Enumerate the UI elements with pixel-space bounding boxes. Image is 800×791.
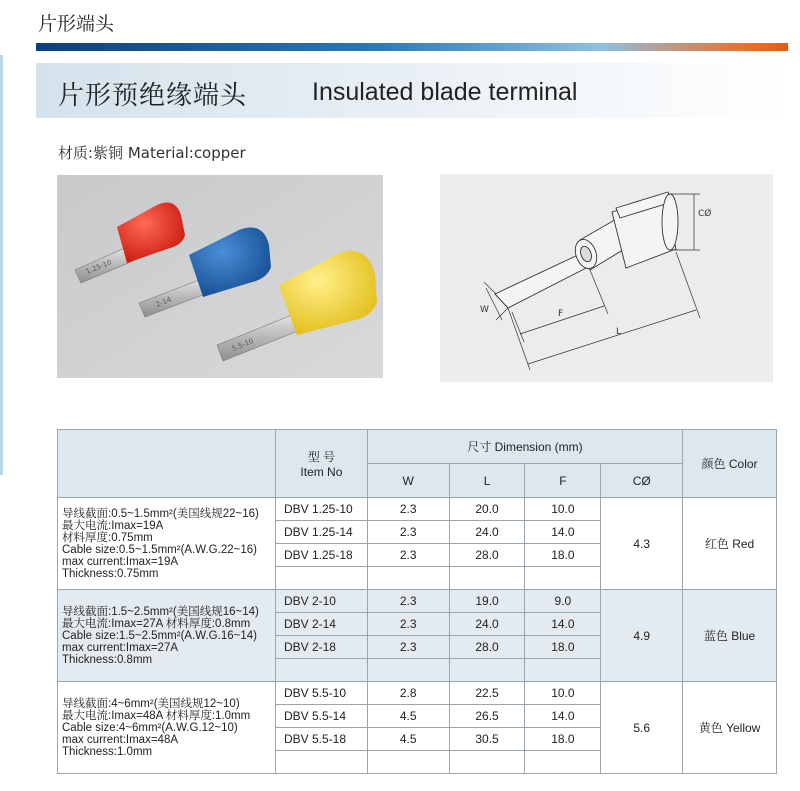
w-value: 2.3 [367, 590, 449, 613]
section-title: 片形端头 [38, 13, 115, 35]
l-value: 22.5 [449, 682, 525, 705]
l-value: 26.5 [449, 705, 525, 728]
item-no: DBV 2-18 [275, 636, 367, 659]
table-row [58, 590, 777, 613]
color-value: 黄色 Yellow [683, 682, 777, 774]
header-item-no [275, 430, 367, 498]
blue-terminal-label: 2-14 [154, 295, 173, 309]
c-value: 5.6 [601, 682, 683, 774]
header-dimension: 尺寸 Dimension (mm) [367, 430, 682, 464]
item-no: DBV 1.25-10 [275, 498, 367, 521]
f-value: 10.0 [525, 498, 601, 521]
red-terminal-label: 1.25-10 [84, 258, 113, 276]
w-value: 2.3 [367, 613, 449, 636]
header-l: L [449, 464, 525, 498]
item-no: DBV 1.25-18 [275, 544, 367, 567]
f-value: 10.0 [525, 682, 601, 705]
item-no: DBV 5.5-18 [275, 728, 367, 751]
group-yellow [58, 682, 777, 774]
table-row [58, 498, 777, 521]
drawing-label-f: F [558, 309, 564, 319]
header-item-no-en: Item No [300, 465, 343, 479]
table-row [58, 682, 777, 705]
c-value: 4.9 [601, 590, 683, 682]
header-c: CØ [601, 464, 683, 498]
group-description: 导线截面:4~6mm²(美国线规12~10) 最大电流:Imax=48A 材料厚度:1.0mm Cable size:4~6mm²(A.W.G.12~10) max current:Imax=48A Thickness:1.0mm [58, 682, 276, 774]
product-title-cn: 片形预绝缘端头 [58, 81, 248, 111]
w-value: 2.8 [367, 682, 449, 705]
f-value: 18.0 [525, 728, 601, 751]
f-value: 14.0 [525, 521, 601, 544]
f-value: 14.0 [525, 705, 601, 728]
l-value: 24.0 [449, 521, 525, 544]
group-red [58, 498, 777, 590]
group-description: 导线截面:0.5~1.5mm²(美国线规22~16) 最大电流:Imax=19A 材料厚度:0.75mm Cable size:0.5~1.5mm²(A.W.G.22~16) max current:Imax=19A Thickness:0.75mm [58, 498, 276, 590]
item-no: DBV 5.5-10 [275, 682, 367, 705]
l-value: 24.0 [449, 613, 525, 636]
page-edge-strip [0, 55, 3, 475]
l-value: 30.5 [449, 728, 525, 751]
w-value: 4.5 [367, 705, 449, 728]
group-blue [58, 590, 777, 682]
f-value: 9.0 [525, 590, 601, 613]
l-value: 28.0 [449, 636, 525, 659]
l-value: 20.0 [449, 498, 525, 521]
product-title-en: Insulated blade terminal [312, 78, 578, 106]
item-no: DBV 2-10 [275, 590, 367, 613]
c-value: 4.3 [601, 498, 683, 590]
color-value: 红色 Red [683, 498, 777, 590]
header-f: F [525, 464, 601, 498]
drawing-label-c: CØ [698, 209, 712, 219]
header-desc-cell [58, 430, 276, 498]
product-photo [57, 175, 383, 378]
f-value: 14.0 [525, 613, 601, 636]
spec-table [57, 429, 777, 774]
f-value: 18.0 [525, 544, 601, 567]
f-value: 18.0 [525, 636, 601, 659]
header-item-no-cn: 型 号 [307, 450, 336, 464]
item-no: DBV 2-14 [275, 613, 367, 636]
drawing-label-l: L [616, 327, 622, 337]
header-gradient-bar [36, 43, 788, 51]
dimension-drawing [440, 174, 773, 382]
header-w: W [367, 464, 449, 498]
w-value: 2.3 [367, 544, 449, 567]
l-value: 19.0 [449, 590, 525, 613]
l-value: 28.0 [449, 544, 525, 567]
drawing-label-w: W [480, 305, 489, 315]
material-note: 材质:紫铜 Material:copper [58, 144, 246, 162]
w-value: 4.5 [367, 728, 449, 751]
w-value: 2.3 [367, 521, 449, 544]
color-value: 蓝色 Blue [683, 590, 777, 682]
w-value: 2.3 [367, 498, 449, 521]
item-no: DBV 5.5-14 [275, 705, 367, 728]
item-no: DBV 1.25-14 [275, 521, 367, 544]
yellow-terminal-label: 5.5-10 [230, 336, 255, 353]
group-description: 导线截面:1.5~2.5mm²(美国线规16~14) 最大电流:Imax=27A 材料厚度:0.8mm Cable size:1.5~2.5mm²(A.W.G.16~14) max current:Imax=27A Thickness:0.8mm [58, 590, 276, 682]
w-value: 2.3 [367, 636, 449, 659]
header-color: 颜色 Color [683, 430, 777, 498]
